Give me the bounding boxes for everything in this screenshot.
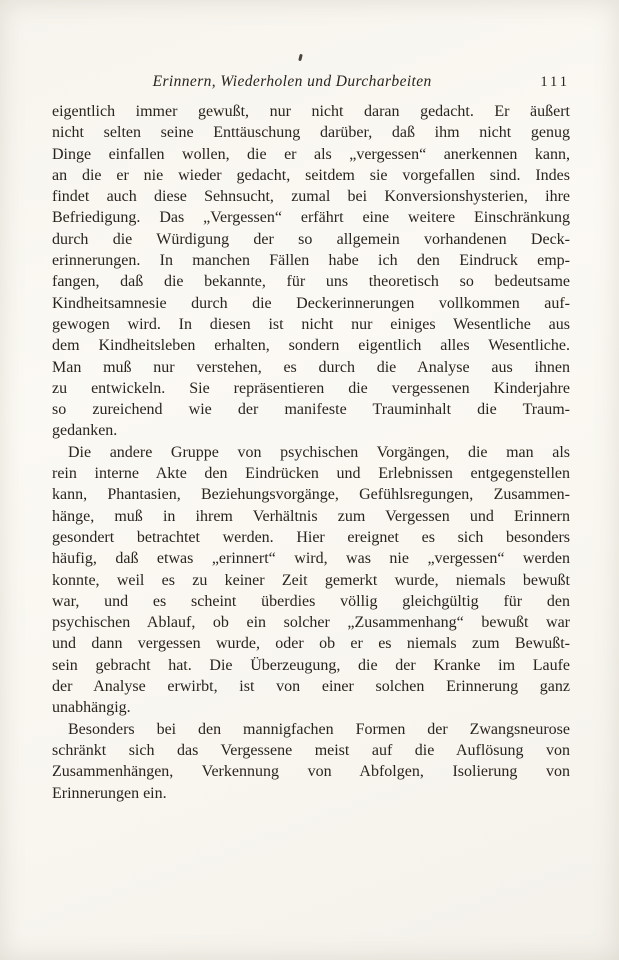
text-line: so zureichend wie der manifeste Trauminhalt die Traum- — [52, 401, 570, 419]
text-line: der Analyse erwirbt, ist von einer solchen Erinnerung ganz — [52, 678, 570, 696]
text-line: war, und es scheint überdies völlig gleichgültig für den — [52, 592, 570, 610]
text-line: hänge, muß in ihrem Verhältnis zum Vergessen und Erinnern — [52, 507, 570, 525]
text-line: Die andere Gruppe von psychischen Vorgängen, die man als — [68, 443, 570, 461]
text-line: Besonders bei den mannigfachen Formen der Zwangsneurose — [68, 720, 570, 738]
body-text — [52, 101, 570, 804]
text-line: fangen, daß die bekannte, für uns theoretisch so bedeutsame — [52, 273, 570, 291]
text-line: kann, Phantasien, Beziehungsvorgänge, Gefühlsregungen, Zusammen- — [52, 486, 570, 504]
text-line: zu entwickeln. Sie repräsentieren die vergessenen Kinderjahre — [52, 379, 570, 397]
text-line: gesondert betrachtet werden. Hier ereignet es sich besonders — [52, 528, 570, 546]
text-line: rein interne Akte den Eindrücken und Erlebnissen entgegenstellen — [52, 465, 570, 483]
running-head — [52, 73, 570, 91]
paragraph — [52, 719, 570, 804]
text-line: unabhängig. — [52, 699, 131, 717]
paragraph — [52, 442, 570, 719]
text-line: und dann vergessen wurde, oder ob er es niemals zum Bewußt- — [52, 635, 570, 653]
text-line: häufig, daß etwas „erinnert“ wird, was nie „vergessen“ werden — [52, 550, 570, 568]
text-line: gedanken. — [52, 422, 118, 440]
running-head-title: Erinnern, Wiederholen und Durcharbeiten — [152, 73, 432, 90]
text-line: dem Kindheitsleben erhalten, sondern eigentlich alles Wesentliche. — [52, 337, 570, 355]
text-line: durch die Würdigung der so allgemein vorhandenen Deck- — [52, 230, 570, 248]
text-line: eigentlich immer gewußt, nur nicht daran gedacht. Er äußert — [52, 103, 570, 120]
page-number: 111 — [540, 74, 570, 90]
text-line: Dinge einfallen wollen, die er als „vergessen“ anerkennen kann, — [52, 145, 570, 163]
text-line: Befriedigung. Das „Vergessen“ erfährt eine weitere Einschränkung — [52, 209, 570, 227]
text-line: erinnerungen. In manchen Fällen habe ich den Eindruck emp- — [52, 252, 570, 270]
text-line: Man muß nur verstehen, es durch die Analyse aus ihnen — [52, 358, 570, 376]
text-line: Zusammenhängen, Verkennung von Abfolgen, Isolierung von — [52, 763, 570, 781]
text-line: schränkt sich das Vergessene meist auf die Auflösung von — [52, 741, 570, 759]
text-line: sein gebracht hat. Die Überzeugung, die der Kranke im Laufe — [52, 656, 570, 674]
text-line: an die er nie wieder gedacht, seitdem sie vorgefallen sind. Indes — [52, 166, 570, 184]
text-line: psychischen Ablauf, ob ein solcher „Zusammenhang“ bewußt war — [52, 614, 570, 632]
ink-speck-artifact — [298, 54, 303, 62]
text-line: Erinnerungen ein. — [52, 784, 167, 802]
text-line: konnte, weil es zu keiner Zeit gemerkt wurde, niemals bewußt — [52, 571, 570, 589]
text-line: Kindheitsamnesie durch die Deckerinnerungen vollkommen auf- — [52, 294, 570, 312]
paragraph — [52, 101, 570, 442]
text-line: findet auch diese Sehnsucht, zumal bei Konversionshysterien, ihre — [52, 188, 570, 206]
text-line: nicht selten seine Enttäuschung darüber, daß ihm nicht genug — [52, 124, 570, 142]
text-line: gewogen wird. In diesen ist nicht nur einiges Wesentliche aus — [52, 315, 570, 333]
